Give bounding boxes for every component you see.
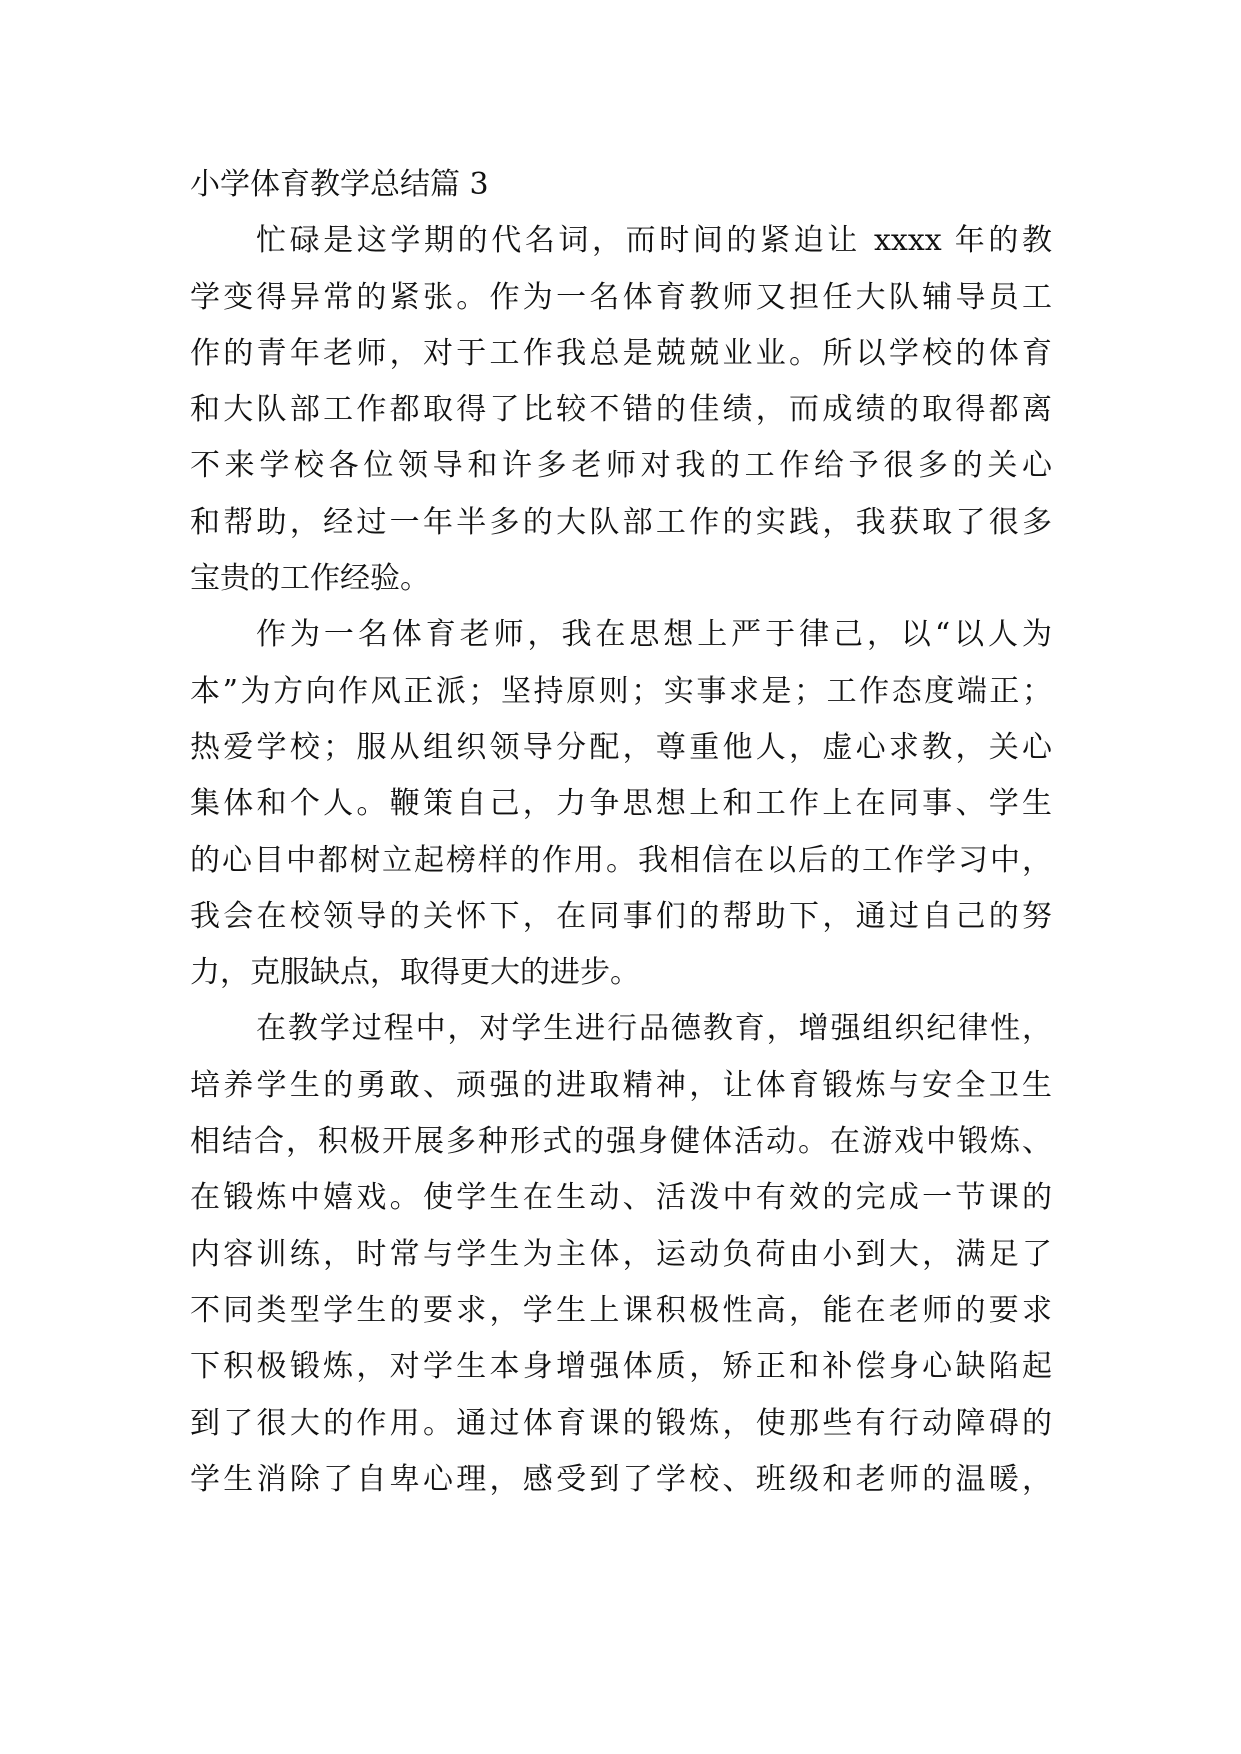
paragraph-line: 不来学校各位领导和许多老师对我的工作给予很多的关心	[190, 448, 1052, 484]
paragraph-line: 集体和个人。鞭策自己，力争思想上和工作上在同事、学生	[190, 786, 1052, 822]
document-body	[190, 157, 1052, 1508]
paragraph-line: 的心目中都树立起榜样的作用。我相信在以后的工作学习中，	[190, 842, 1052, 878]
paragraph-line: 相结合，积极开展多种形式的强身健体活动。在游戏中锻炼、	[190, 1124, 1052, 1160]
paragraph-line: 到了很大的作用。通过体育课的锻炼，使那些有行动障碍的	[190, 1405, 1052, 1441]
paragraph-line: 内容训练，时常与学生为主体，运动负荷由小到大，满足了	[190, 1236, 1052, 1272]
paragraph-line: 作的青年老师，对于工作我总是兢兢业业。所以学校的体育	[190, 335, 1052, 371]
paragraph-line: 作为一名体育老师，我在思想上严于律己，以“以人为	[256, 617, 1052, 653]
paragraph-line: 力，克服缺点，取得更大的进步。	[190, 955, 640, 991]
paragraph-line: 和大队部工作都取得了比较不错的佳绩，而成绩的取得都离	[190, 392, 1052, 428]
paragraph-line: 下积极锻炼，对学生本身增强体质，矫正和补偿身心缺陷起	[190, 1349, 1052, 1385]
paragraph-line: 我会在校领导的关怀下，在同事们的帮助下，通过自己的努	[190, 898, 1052, 934]
paragraph-line: 热爱学校；服从组织领导分配，尊重他人，虚心求教，关心	[190, 729, 1052, 765]
paragraph-line: 在锻炼中嬉戏。使学生在生动、活泼中有效的完成一节课的	[190, 1180, 1052, 1216]
paragraph-line: 学生消除了自卑心理，感受到了学校、班级和老师的温暖，	[190, 1461, 1052, 1497]
document-title: 小学体育教学总结篇 3	[190, 167, 489, 202]
paragraph-2	[190, 607, 1052, 1001]
paragraph-3	[190, 1001, 1052, 1508]
paragraph-line: 不同类型学生的要求，学生上课积极性高，能在老师的要求	[190, 1292, 1052, 1328]
paragraph-line: 学变得异常的紧张。作为一名体育教师又担任大队辅导员工	[190, 279, 1052, 315]
paragraph-line: 忙碌是这学期的代名词，而时间的紧迫让 xxxx 年的教	[256, 223, 1052, 259]
paragraph-line: 宝贵的工作经验。	[190, 561, 430, 597]
paragraph-line: 本”为方向作风正派；坚持原则；实事求是；工作态度端正；	[190, 673, 1052, 709]
paragraph-line: 在教学过程中，对学生进行品德教育，增强组织纪律性，	[256, 1011, 1052, 1047]
paragraph-line: 培养学生的勇敢、顽强的进取精神，让体育锻炼与安全卫生	[190, 1067, 1052, 1103]
paragraph-line: 和帮助，经过一年半多的大队部工作的实践，我获取了很多	[190, 504, 1052, 540]
paragraph-1	[190, 213, 1052, 607]
